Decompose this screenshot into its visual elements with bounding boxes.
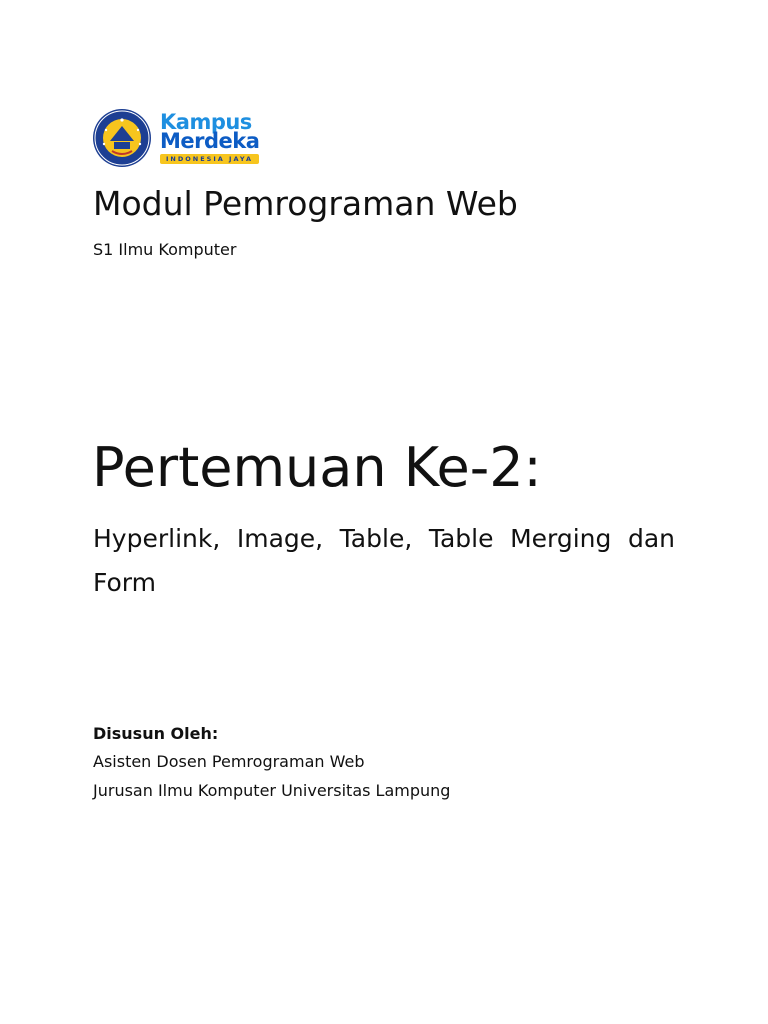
kampus-merdeka-logo (160, 109, 260, 164)
author-line-1: Asisten Dosen Pemrograman Web (93, 752, 365, 771)
module-title: Modul Pemrograman Web (93, 184, 518, 223)
kampus-merdeka-line-2: Merdeka (160, 128, 260, 153)
university-seal-logo (92, 108, 152, 168)
kampus-merdeka-line-1: Kampus (160, 109, 252, 134)
meeting-topic: Hyperlink, Image, Table, Table Merging dan Form (93, 524, 675, 597)
kampus-merdeka-tagline: INDONESIA JAYA (160, 154, 259, 164)
logo-row (92, 108, 259, 168)
authored-by-label: Disusun Oleh: (93, 724, 219, 743)
study-program: S1 Ilmu Komputer (93, 240, 237, 259)
meeting-title: Pertemuan Ke-2: (92, 436, 542, 499)
author-line-2: Jurusan Ilmu Komputer Universitas Lampung (93, 781, 451, 800)
